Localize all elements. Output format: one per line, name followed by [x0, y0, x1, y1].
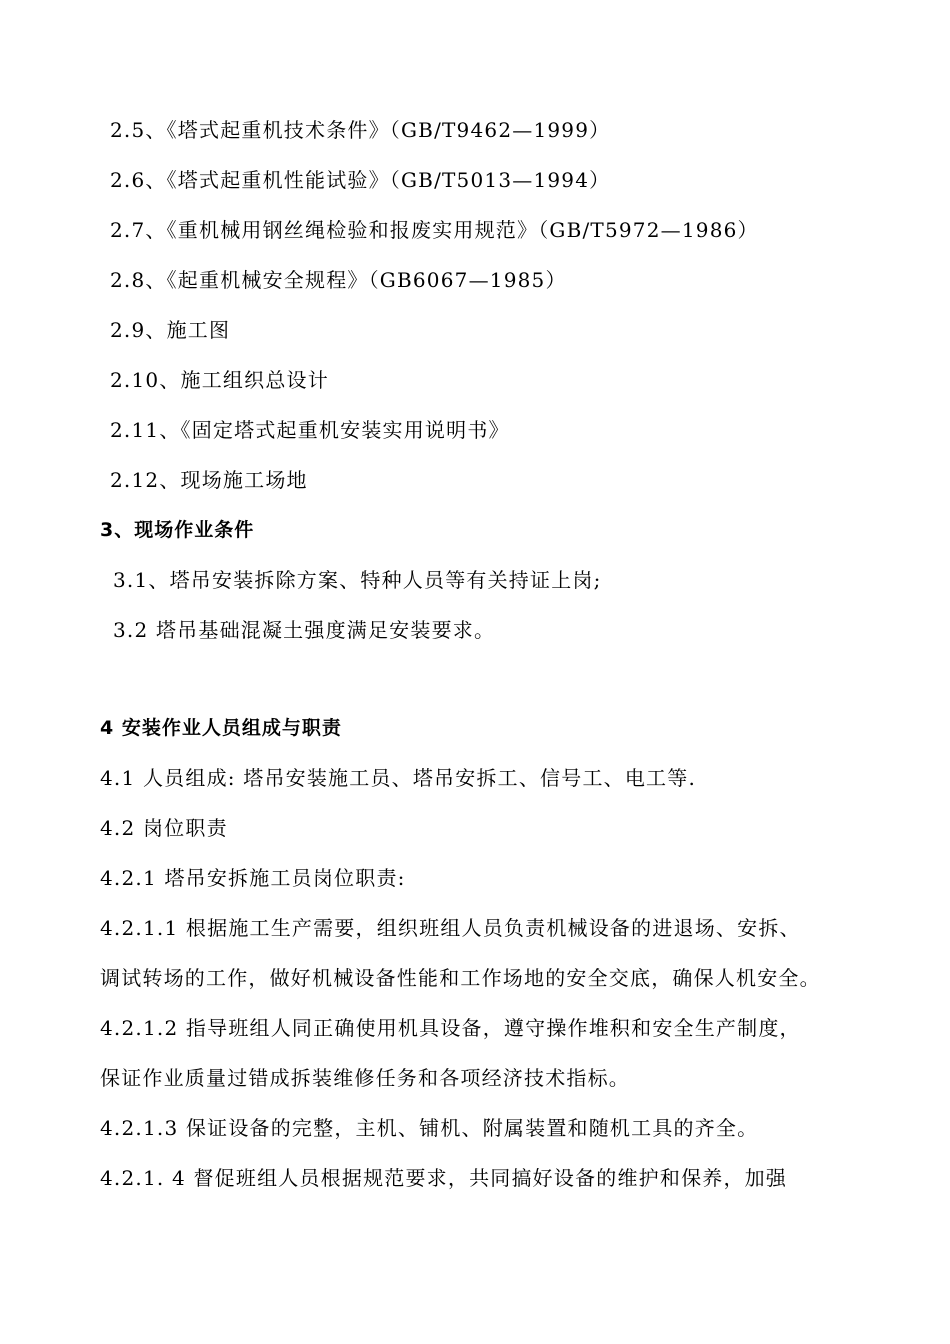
- section-4-line-5: 调试转场的工作，做好机械设备性能和工作场地的安全交底，确保人机安全。: [100, 966, 821, 990]
- section-4-line-2: 4.2 岗位职责: [100, 816, 228, 840]
- section-4-line-4: 4.2.1.1 根据施工生产需要，组织班组人员负责机械设备的进退场、安拆、: [100, 916, 801, 940]
- section-3-heading: 3、现场作业条件: [100, 519, 255, 541]
- section-4-line-7: 保证作业质量过错成拆装维修任务和各项经济技术指标。: [100, 1066, 630, 1090]
- reference-2-10: 2.10、施工组织总设计: [110, 368, 329, 392]
- section-3-item-2: 3.2 塔吊基础混凝土强度满足安装要求。: [113, 618, 496, 642]
- section-4-heading: 4 安装作业人员组成与职责: [100, 717, 342, 739]
- section-4-line-3: 4.2.1 塔吊安拆施工员岗位职责:: [100, 866, 406, 890]
- section-3-item-1: 3.1、塔吊安装拆除方案、特种人员等有关持证上岗;: [113, 568, 602, 592]
- section-4-line-9: 4.2.1. 4 督促班组人员根据规范要求，共同搞好设备的维护和保养，加强: [100, 1166, 788, 1190]
- reference-2-5: 2.5、《塔式起重机技术条件》（GB/T9462—1999）: [110, 118, 611, 142]
- section-4-line-1: 4.1 人员组成: 塔吊安装施工员、塔吊安拆工、信号工、电工等.: [100, 766, 697, 790]
- reference-2-8: 2.8、《起重机械安全规程》（GB6067—1985）: [110, 268, 567, 292]
- reference-2-12: 2.12、现场施工场地: [110, 468, 308, 492]
- section-4-line-6: 4.2.1.2 指导班组人同正确使用机具设备，遵守操作堆积和安全生产制度，: [100, 1016, 801, 1040]
- reference-2-6: 2.6、《塔式起重机性能试验》（GB/T5013—1994）: [110, 168, 611, 192]
- section-4-line-8: 4.2.1.3 保证设备的完整，主机、铺机、附属装置和随机工具的齐全。: [100, 1116, 759, 1140]
- reference-2-11: 2.11、《固定塔式起重机安装实用说明书》: [110, 418, 510, 442]
- reference-2-9: 2.9、施工图: [110, 318, 231, 342]
- reference-2-7: 2.7、《重机械用钢丝绳检验和报废实用规范》（GB/T5972—1986）: [110, 218, 759, 242]
